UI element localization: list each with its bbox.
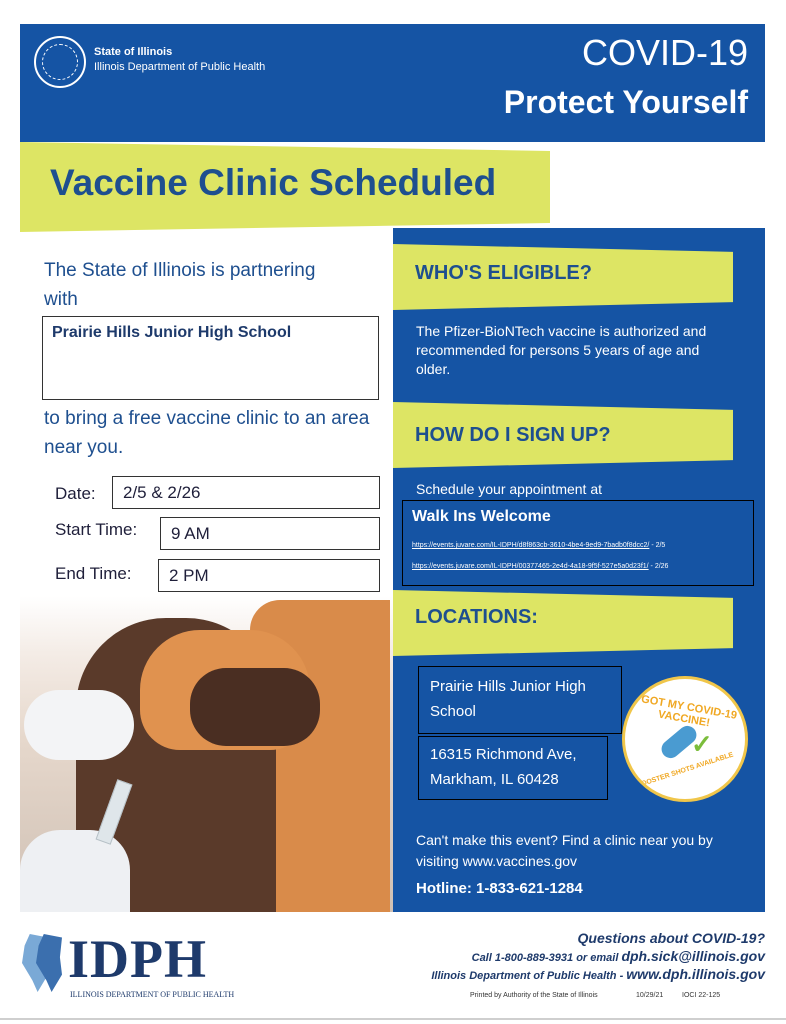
eligible-heading: WHO'S ELIGIBLE? <box>415 262 592 284</box>
printed-by: Printed by Authority of the State of Illinois <box>470 992 598 999</box>
partner-intro: The State of Illinois is partnering with <box>44 260 316 310</box>
website-prefix: Illinois Department of Public Health - <box>431 970 627 982</box>
signup-link-2-url[interactable]: https://events.juvare.com/IL-IDPH/00377465-2e4d-4a18-9f5f-527e5a0d23f1/ <box>412 563 649 570</box>
signup-link-1-url[interactable]: https://events.juvare.com/IL-IDPH/d8f863cb-3610-4be4-9ed9-7badb0f8dcc2/ <box>412 542 650 549</box>
badge-top-text: I GOT MY COVID-19 VACCINE! <box>634 692 738 730</box>
find-clinic-text: Can't make this event? Find a clinic near you by visiting www.vaccines.gov <box>416 832 713 869</box>
print-date: 10/29/21 <box>636 992 664 999</box>
page-title: Vaccine Clinic Scheduled <box>50 162 497 203</box>
headline-covid: COVID-19 <box>581 32 748 73</box>
location-name: Prairie Hills Junior High School <box>430 678 586 720</box>
idph-logo-subtitle: ILLINOIS DEPARTMENT OF PUBLIC HEALTH <box>70 990 235 999</box>
contact-line <box>472 948 765 964</box>
signup-link-2-date: - 2/26 <box>648 563 669 570</box>
photo-hand <box>190 668 320 746</box>
website-line <box>431 966 765 982</box>
location-address: 16315 Richmond Ave, Markham, IL 60428 <box>430 746 577 788</box>
questions-heading: Questions about COVID-19? <box>577 930 765 946</box>
end-time-label: End Time: <box>55 564 132 583</box>
ioci-number: IOCI 22-125 <box>682 992 721 999</box>
state-seal-icon <box>34 36 86 88</box>
walkins-label: Walk Ins Welcome <box>412 508 551 525</box>
locations-heading: LOCATIONS: <box>415 606 538 628</box>
contact-email[interactable]: dph.sick@illinois.gov <box>621 948 765 964</box>
hotline: Hotline: 1-833-621-1284 <box>416 880 583 897</box>
date-label: Date: <box>55 484 96 503</box>
footer-divider <box>0 1018 786 1020</box>
end-time-value: 2 PM <box>158 559 380 592</box>
start-time-value: 9 AM <box>160 517 380 550</box>
signup-heading: HOW DO I SIGN UP? <box>415 424 611 446</box>
photo-glove <box>20 830 130 912</box>
badge-bottom-text: BOOSTER SHOTS AVAILABLE <box>635 751 735 790</box>
department-name: Illinois Department of Public Health <box>94 61 266 73</box>
checkmark-icon: ✓ <box>691 729 713 759</box>
vaccine-badge-icon <box>622 676 748 802</box>
headline-protect: Protect Yourself <box>503 84 748 120</box>
call-text: Call 1-800-889-3931 or email <box>471 952 622 964</box>
signup-text: Schedule your appointment at <box>416 481 603 497</box>
idph-logo: IDPH <box>68 929 207 989</box>
eligible-text: The Pfizer-BioNTech vaccine is authorized and recommended for persons 5 years of age and older. <box>416 323 707 377</box>
date-value: 2/5 & 2/26 <box>112 476 380 509</box>
website-link[interactable]: www.dph.illinois.gov <box>626 966 765 982</box>
signup-link-2[interactable] <box>412 563 668 570</box>
school-name: Prairie Hills Junior High School <box>52 324 292 341</box>
state-name: State of Illinois <box>94 46 173 58</box>
partner-outro: to bring a free vaccine clinic to an area near you. <box>44 408 370 458</box>
signup-link-1-date: - 2/5 <box>649 542 666 549</box>
signup-link-1[interactable] <box>412 542 665 549</box>
photo-glove <box>24 690 134 760</box>
start-time-label: Start Time: <box>55 520 138 539</box>
